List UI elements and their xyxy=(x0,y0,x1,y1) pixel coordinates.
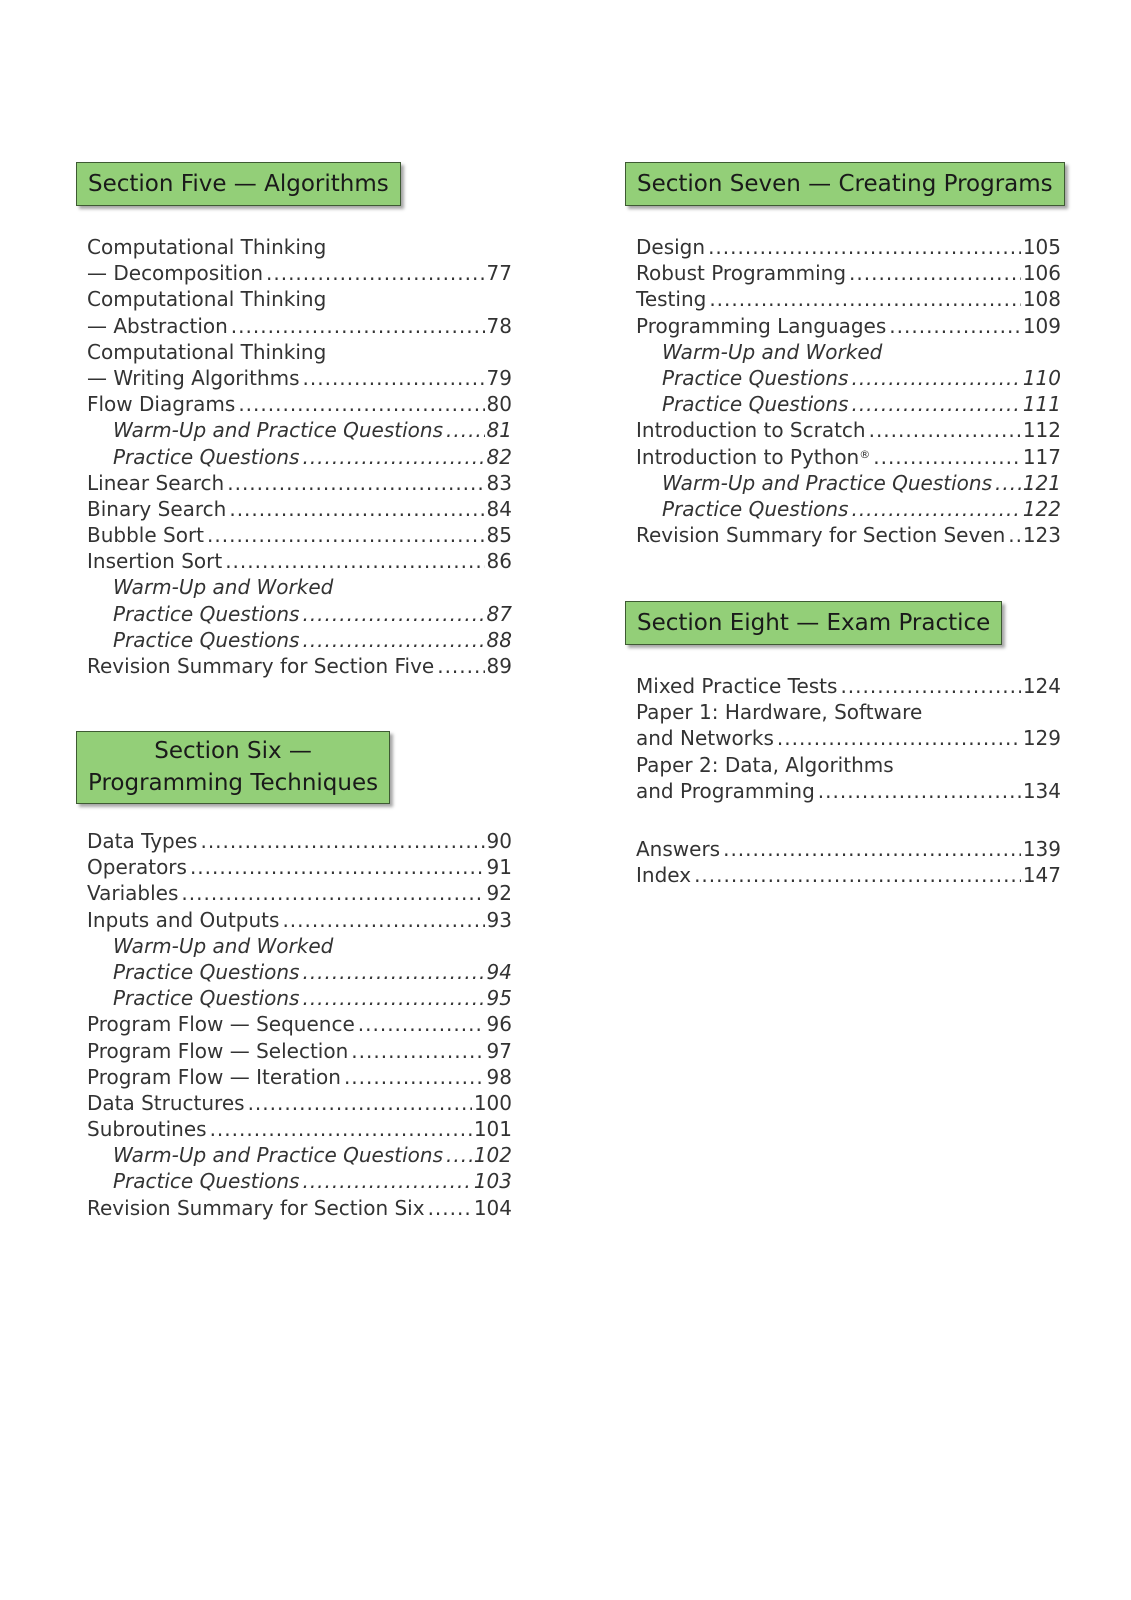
toc-entry-label: Warm-Up and Practice Questions xyxy=(662,470,992,495)
leader-dots xyxy=(446,418,485,442)
toc-entry-label: Program Flow — Sequence xyxy=(87,1012,355,1037)
toc-subentry[interactable] xyxy=(87,960,512,986)
toc-entry[interactable] xyxy=(636,779,1061,805)
toc-entry-page: 101 xyxy=(473,1117,512,1142)
leader-dots xyxy=(840,674,1020,698)
toc-entry-page: 98 xyxy=(486,1064,512,1089)
toc-entry-label: Binary Search xyxy=(87,496,227,521)
toc-entry-page: 86 xyxy=(486,549,512,574)
leader-dots xyxy=(1008,523,1021,547)
leader-dots xyxy=(851,497,1020,521)
toc-entry-page: 108 xyxy=(1022,287,1061,312)
toc-entry-label: — Writing Algorithms xyxy=(87,365,300,390)
toc-entry-label: Program Flow — Selection xyxy=(87,1038,349,1063)
leader-dots xyxy=(777,726,1021,750)
toc-entry-label: Practice Questions xyxy=(113,601,300,626)
toc-entry-page: 79 xyxy=(486,365,512,390)
toc-entry-page: 96 xyxy=(486,1012,512,1037)
toc-entry-label: Testing xyxy=(636,287,707,312)
toc-entry-label: Practice Questions xyxy=(113,959,300,984)
toc-entry-page: 124 xyxy=(1022,674,1061,698)
toc-entry-label: Computational Thinking xyxy=(87,287,327,312)
toc-entry[interactable] xyxy=(87,549,512,575)
toc-entry-label: Warm-Up and Worked xyxy=(113,933,334,958)
toc-entry[interactable] xyxy=(636,445,1061,471)
toc-entry[interactable] xyxy=(87,340,512,366)
leader-dots xyxy=(708,235,1021,259)
leader-dots xyxy=(446,1143,472,1167)
toc-entry[interactable] xyxy=(87,261,512,287)
toc-entry-page: 82 xyxy=(486,444,512,469)
toc-entry-label: Practice Questions xyxy=(662,392,849,417)
toc-entry-page: 117 xyxy=(1022,444,1061,469)
toc-entry-label: Revision Summary for Section Seven xyxy=(636,523,1006,548)
toc-entry[interactable] xyxy=(87,855,512,881)
leader-dots xyxy=(210,1117,472,1141)
toc-entry-page: 87 xyxy=(486,601,512,626)
leader-dots xyxy=(302,960,484,984)
toc-entry-page: 93 xyxy=(486,907,512,932)
toc-entry-label-text: Introduction to Python xyxy=(636,444,860,469)
toc-entry-page: 139 xyxy=(1022,836,1061,861)
toc-entry-label: and Programming xyxy=(636,778,815,803)
toc-entry-page: 94 xyxy=(486,959,512,984)
toc-entry-page: 89 xyxy=(486,654,512,678)
toc-entry-page: 78 xyxy=(486,313,512,338)
leader-dots xyxy=(437,654,484,678)
section-eight-heading: Section Eight — Exam Practice xyxy=(625,601,1002,645)
section-seven-heading: Section Seven — Creating Programs xyxy=(625,162,1065,206)
leader-dots xyxy=(849,261,1021,285)
leader-dots xyxy=(207,523,485,547)
toc-entry-label: Variables xyxy=(87,881,179,906)
toc-entry-page: 84 xyxy=(486,496,512,521)
toc-entry-label: Practice Questions xyxy=(113,1169,300,1194)
toc-entry-label: Practice Questions xyxy=(113,627,300,652)
section-six xyxy=(76,731,512,1222)
toc-entry-page: 105 xyxy=(1022,235,1061,259)
toc-entry[interactable] xyxy=(636,287,1061,313)
toc-entry[interactable] xyxy=(87,471,512,497)
toc-entry-label: — Decomposition xyxy=(87,261,263,286)
toc-entry-label: Subroutines xyxy=(87,1117,207,1142)
toc-entry[interactable] xyxy=(636,753,1061,779)
toc-entry[interactable] xyxy=(87,829,512,855)
toc-entry-page: 83 xyxy=(486,470,512,495)
leader-dots xyxy=(303,366,485,390)
toc-entry-label: — Abstraction xyxy=(87,313,228,338)
leader-dots xyxy=(282,908,484,932)
toc-entry-page: 112 xyxy=(1022,418,1061,443)
section-six-heading-line1: Section Six — xyxy=(154,738,312,764)
toc-entry-label: Introduction to Scratch xyxy=(636,418,866,443)
toc-entry-page: 123 xyxy=(1022,523,1061,548)
toc-entry[interactable] xyxy=(87,1091,512,1117)
section-seven xyxy=(625,162,1061,549)
leader-dots xyxy=(344,1065,485,1089)
leader-dots xyxy=(266,261,485,285)
section-five xyxy=(76,162,512,680)
toc-subentry[interactable] xyxy=(87,575,512,601)
toc-entry-page: 109 xyxy=(1022,313,1061,338)
leader-dots xyxy=(889,314,1021,338)
toc-entry-label: Computational Thinking xyxy=(87,235,327,259)
toc-entry-label: Practice Questions xyxy=(662,365,849,390)
leader-dots xyxy=(869,418,1021,442)
leader-dots xyxy=(302,1169,471,1193)
toc-entry-page: 129 xyxy=(1022,726,1061,751)
toc-entry[interactable] xyxy=(636,235,1061,261)
toc-entry-label: Operators xyxy=(87,855,187,880)
registered-mark: ® xyxy=(859,447,871,461)
toc-entry[interactable] xyxy=(87,497,512,523)
section-eight xyxy=(625,601,1061,889)
toc-entry-label: Revision Summary for Section Six xyxy=(87,1195,425,1220)
toc-entry-page: 88 xyxy=(486,627,512,652)
toc-entry[interactable] xyxy=(636,314,1061,340)
toc-entry[interactable] xyxy=(636,726,1061,752)
toc-entry-label: Insertion Sort xyxy=(87,549,223,574)
toc-entry-label: Practice Questions xyxy=(113,444,300,469)
toc-entry-label: Design xyxy=(636,235,706,259)
toc-entry-index[interactable] xyxy=(636,863,1061,889)
leader-dots xyxy=(229,497,484,521)
toc-entry-label: Linear Search xyxy=(87,470,225,495)
leader-dots xyxy=(995,471,1021,495)
leader-dots xyxy=(694,863,1021,887)
leader-dots xyxy=(351,1039,484,1063)
toc-entry-label: Bubble Sort xyxy=(87,523,205,548)
toc-entry[interactable] xyxy=(87,881,512,907)
toc-subentry[interactable] xyxy=(87,934,512,960)
toc-entry-page: 122 xyxy=(1022,496,1061,521)
toc-entry[interactable] xyxy=(87,314,512,340)
toc-subentry[interactable] xyxy=(87,445,512,471)
toc-entry-label: Data Types xyxy=(87,829,198,853)
toc-entry-page: 81 xyxy=(486,418,512,443)
leader-dots xyxy=(238,392,484,416)
section-six-entries xyxy=(76,829,512,1222)
toc-entry[interactable] xyxy=(87,1039,512,1065)
toc-entry-page: 134 xyxy=(1022,778,1061,803)
end-matter-entries xyxy=(625,837,1061,889)
toc-entry[interactable] xyxy=(87,523,512,549)
toc-entry-page: 102 xyxy=(473,1143,512,1168)
toc-entry-label: Data Structures xyxy=(87,1090,245,1115)
toc-entry-label: Revision Summary for Section Five xyxy=(87,654,435,678)
toc-entry[interactable] xyxy=(87,1117,512,1143)
toc-entry-label: Inputs and Outputs xyxy=(87,907,280,932)
toc-subentry[interactable] xyxy=(636,497,1061,523)
toc-subentry[interactable] xyxy=(636,340,1061,366)
toc-entry-page: 111 xyxy=(1022,392,1061,417)
toc-entry-label: Practice Questions xyxy=(113,986,300,1011)
toc-entry-answers[interactable] xyxy=(636,837,1061,863)
toc-entry-page: 92 xyxy=(486,881,512,906)
leader-dots xyxy=(358,1012,485,1036)
toc-entry-page: 106 xyxy=(1022,261,1061,286)
leader-dots xyxy=(190,855,485,879)
leader-dots xyxy=(302,445,484,469)
toc-entry-label: Index xyxy=(636,863,692,888)
leader-dots xyxy=(723,837,1021,861)
leader-dots xyxy=(818,779,1021,803)
toc-entry-label: Robust Programming xyxy=(636,261,847,286)
section-six-heading-line2: Programming Techniques xyxy=(88,770,379,796)
toc-entry-label: Practice Questions xyxy=(662,496,849,521)
toc-entry[interactable] xyxy=(87,392,512,418)
toc-entry-page: 95 xyxy=(486,986,512,1011)
toc-entry[interactable] xyxy=(87,654,512,680)
toc-entry[interactable] xyxy=(636,418,1061,444)
toc-entry[interactable] xyxy=(87,235,512,261)
toc-subentry[interactable] xyxy=(636,392,1061,418)
leader-dots xyxy=(873,445,1021,469)
toc-subentry[interactable] xyxy=(636,471,1061,497)
toc-entry-label: Mixed Practice Tests xyxy=(636,674,838,698)
toc-entry-page: 121 xyxy=(1022,470,1061,495)
toc-entry[interactable] xyxy=(87,366,512,392)
leader-dots xyxy=(248,1091,472,1115)
leader-dots xyxy=(709,287,1021,311)
toc-entry[interactable] xyxy=(636,700,1061,726)
toc-entry[interactable] xyxy=(636,523,1061,549)
toc-entry[interactable] xyxy=(636,261,1061,287)
toc-entry-label: Flow Diagrams xyxy=(87,392,236,417)
leader-dots xyxy=(428,1196,472,1220)
leader-dots xyxy=(851,366,1020,390)
leader-dots xyxy=(302,628,484,652)
toc-entry-page: 97 xyxy=(486,1038,512,1063)
toc-subentry[interactable] xyxy=(87,418,512,444)
leader-dots xyxy=(851,392,1020,416)
leader-dots xyxy=(231,314,485,338)
leader-dots xyxy=(302,602,484,626)
toc-entry-label: Warm-Up and Practice Questions xyxy=(113,418,443,443)
section-six-heading xyxy=(76,731,390,804)
toc-entry-page: 90 xyxy=(486,829,512,853)
toc-entry[interactable] xyxy=(87,287,512,313)
section-eight-entries xyxy=(625,674,1061,805)
toc-entry-page: 147 xyxy=(1022,863,1061,888)
toc-entry-page: 77 xyxy=(486,261,512,286)
toc-subentry[interactable] xyxy=(636,366,1061,392)
toc-entry-label: Computational Thinking xyxy=(87,339,327,364)
toc-entry-label: Programming Languages xyxy=(636,313,887,338)
toc-entry-page: 100 xyxy=(473,1090,512,1115)
toc-entry-label: Paper 1: Hardware, Software xyxy=(636,700,923,725)
toc-entry-label: Paper 2: Data, Algorithms xyxy=(636,752,894,777)
toc-entry-page: 80 xyxy=(486,392,512,417)
toc-entry-page: 104 xyxy=(473,1195,512,1220)
leader-dots xyxy=(181,881,484,905)
toc-entry-label: Warm-Up and Worked xyxy=(113,575,334,600)
section-five-heading: Section Five — Algorithms xyxy=(76,162,401,206)
leader-dots xyxy=(302,986,484,1010)
leader-dots xyxy=(227,471,484,495)
toc-entry[interactable] xyxy=(87,1065,512,1091)
toc-entry[interactable] xyxy=(87,1196,512,1222)
leader-dots xyxy=(200,829,484,853)
toc-entry-page: 85 xyxy=(486,523,512,548)
toc-entry-page: 103 xyxy=(473,1169,512,1194)
section-seven-entries xyxy=(625,235,1061,549)
toc-entry-label: Answers xyxy=(636,836,721,861)
toc-entry-label xyxy=(636,445,870,469)
leader-dots xyxy=(225,549,484,573)
toc-entry-page: 110 xyxy=(1022,365,1061,390)
toc-entry-label: and Networks xyxy=(636,726,774,751)
toc-entry[interactable] xyxy=(87,908,512,934)
toc-entry-page: 91 xyxy=(486,855,512,880)
toc-subentry[interactable] xyxy=(87,1143,512,1169)
toc-entry[interactable] xyxy=(636,674,1061,700)
toc-subentry[interactable] xyxy=(87,628,512,654)
toc-subentry[interactable] xyxy=(87,602,512,628)
toc-entry[interactable] xyxy=(87,1012,512,1038)
toc-entry-label: Warm-Up and Worked xyxy=(662,339,883,364)
toc-entry-label: Program Flow — Iteration xyxy=(87,1064,341,1089)
toc-subentry[interactable] xyxy=(87,1169,512,1195)
toc-subentry[interactable] xyxy=(87,986,512,1012)
toc-entry-label: Warm-Up and Practice Questions xyxy=(113,1143,443,1168)
section-five-entries xyxy=(76,235,512,680)
